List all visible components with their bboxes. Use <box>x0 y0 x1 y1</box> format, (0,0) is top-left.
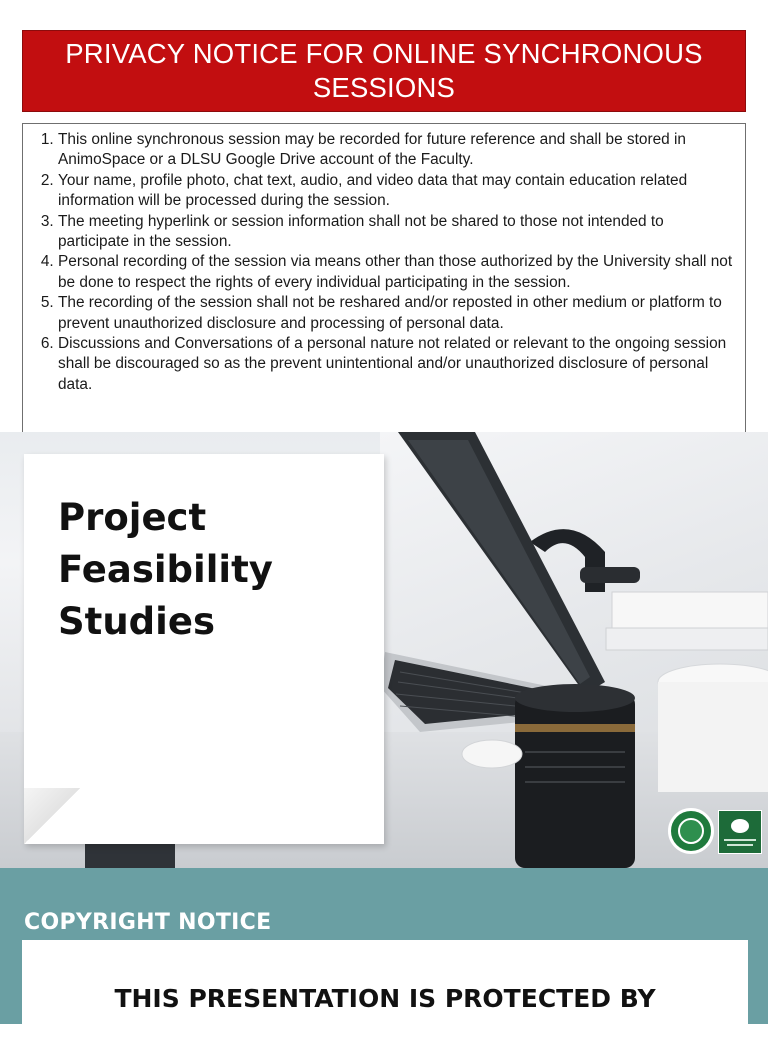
college-logo-text-line <box>724 839 756 841</box>
privacy-title-line-1: PRIVACY NOTICE FOR ONLINE SYNCHRONOUS <box>65 38 703 69</box>
college-logo-text-line <box>727 844 753 846</box>
privacy-item-6: 6. Discussions and Conversations of a personal nature not related or relevant to the ongoing session shall be discouraged so as the prevent unintentional and/or unauthorized disclosure of personal data. <box>58 334 737 395</box>
college-logo-icon <box>718 810 762 854</box>
privacy-notice-title <box>22 30 746 112</box>
title-slide <box>0 432 768 868</box>
desk-dark-object <box>85 842 175 868</box>
privacy-notice-section <box>0 0 768 432</box>
slide-title <box>58 492 358 648</box>
privacy-item-2: 2. Your name, profile photo, chat text, audio, and video data that may contain education related information will be processed during the session. <box>58 171 737 212</box>
privacy-notice-box <box>22 123 746 443</box>
copyright-card <box>22 940 748 1040</box>
slide-title-line-1: Project <box>58 496 207 539</box>
copyright-notice-section <box>0 868 768 1024</box>
slide-title-line-3: Studies <box>58 600 215 643</box>
seal-inner-ring <box>678 818 704 844</box>
privacy-notice-list <box>23 124 745 395</box>
laptop-photo <box>380 432 768 868</box>
privacy-item-4: 4. Personal recording of the session via means other than those authorized by the University shall not be done to respect the rights of every individual participating in the session. <box>58 252 737 293</box>
page-fold-corner <box>24 788 80 844</box>
privacy-item-1: 1. This online synchronous session may be recorded for future reference and shall be stored in AnimoSpace or a DLSU Google Drive account of the Faculty. <box>58 130 737 171</box>
copyright-heading: COPYRIGHT NOTICE <box>24 910 272 935</box>
privacy-item-3: 3. The meeting hyperlink or session information shall not be shared to those not intended to participate in the session. <box>58 212 737 253</box>
university-seal-icon <box>668 808 714 854</box>
privacy-item-5: 5. The recording of the session shall not be reshared and/or reposted in other medium or platform to prevent unauthorized disclosure and processing of personal data. <box>58 293 737 334</box>
slide-title-line-2: Feasibility <box>58 548 273 591</box>
privacy-title-line-2: SESSIONS <box>312 72 456 103</box>
copyright-body-text: THIS PRESENTATION IS PROTECTED BY <box>114 984 656 1013</box>
college-logo-mark <box>731 819 749 833</box>
